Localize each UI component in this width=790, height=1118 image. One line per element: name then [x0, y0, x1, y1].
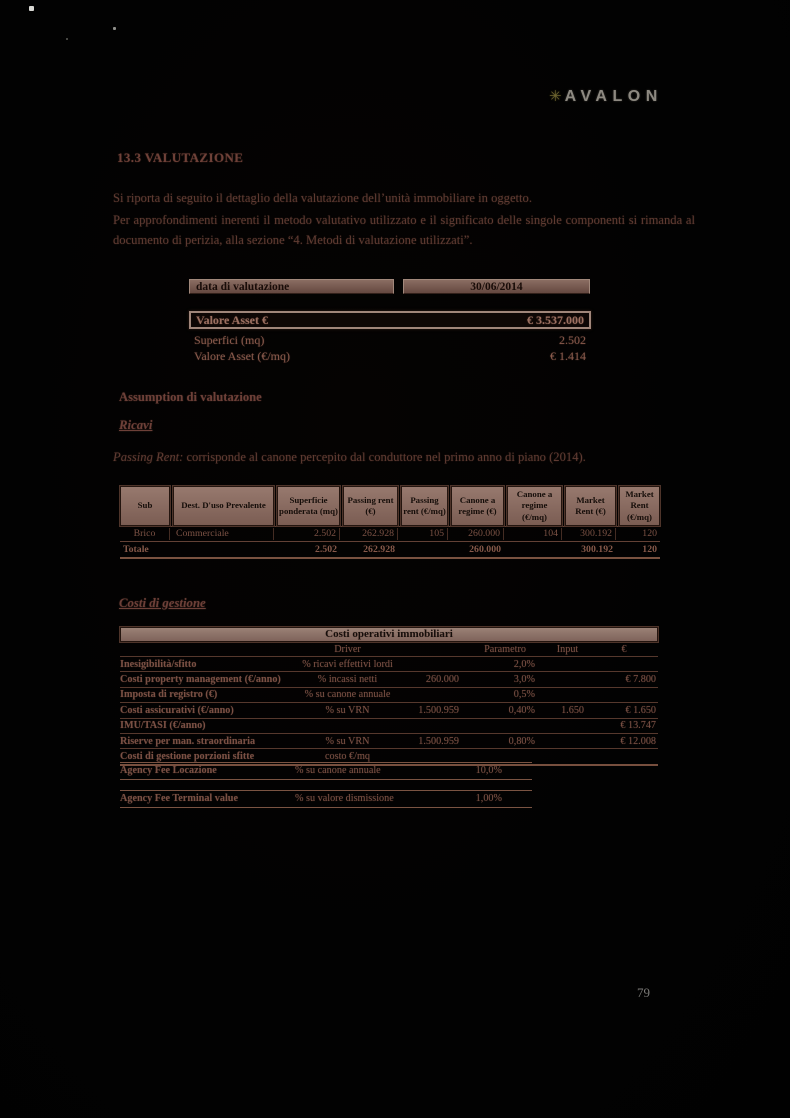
- cost-parametro: 0,40%: [508, 704, 535, 716]
- page-number: 79: [637, 985, 650, 1000]
- cost-base: 1.500.959: [418, 735, 459, 747]
- total-canone-eurmq: [507, 543, 562, 556]
- cell-dest: Commerciale: [173, 528, 274, 540]
- asset-surface-row: [189, 332, 591, 348]
- total-passing-eur: 262.928: [363, 544, 395, 555]
- agency-fee-locazione-row: [120, 762, 532, 780]
- agency-fee-driver: % su canone annuale: [295, 765, 381, 776]
- asset-unit-value-amount: € 1.414: [550, 349, 586, 363]
- cost-base: 260.000: [425, 674, 459, 686]
- agency-fee-parametro: 1,00%: [475, 793, 502, 804]
- cost-driver: % ricavi effettivi lordi: [302, 658, 393, 670]
- passing-rent-lead: Passing Rent:: [113, 450, 184, 464]
- total-passing-eurmq: [401, 543, 448, 556]
- costs-row-assicurativi: [120, 702, 658, 717]
- rent-header-market-eur: Market Rent (€): [565, 486, 616, 526]
- valuation-date-label: data di valutazione: [189, 279, 394, 294]
- costs-heading: Costi di gestione: [119, 596, 206, 610]
- avalon-logo-text: AVALON: [564, 88, 663, 105]
- costs-row-imposta-registro: [120, 687, 658, 702]
- asset-unit-value-row: [189, 348, 591, 364]
- asset-value-table: [189, 311, 591, 364]
- cost-label: Costi assicurativi (€/anno): [120, 704, 234, 716]
- cost-input: 1.650: [561, 704, 584, 716]
- asset-unit-value-label: Valore Asset (€/mq): [194, 349, 290, 363]
- agency-fee-driver: % su valore dismissione: [295, 793, 394, 804]
- scan-artifact-dot: [66, 38, 68, 40]
- cost-label: IMU/TASI (€/anno): [120, 720, 206, 732]
- agency-fee-label: Agency Fee Locazione: [120, 765, 217, 776]
- cell-passing-eurmq: 105: [401, 528, 448, 540]
- costs-header-driver: Driver: [334, 644, 361, 655]
- rent-header-market-eurmq: Market Rent (€/mq): [619, 486, 660, 526]
- rent-header-passing-eurmq: Passing rent (€/mq): [401, 486, 448, 526]
- cell-market-eur: 300.192: [565, 528, 616, 540]
- asset-surface-label: Superfici (mq): [194, 333, 265, 347]
- agency-fee-parametro: 10,0%: [475, 765, 502, 776]
- ricavi-heading: Ricavi: [119, 418, 153, 432]
- costs-row-property-management: [120, 671, 658, 686]
- rent-table: [120, 486, 660, 559]
- rent-header-superficie: Superficie ponderata (mq): [277, 486, 340, 526]
- avalon-logo: [549, 88, 663, 106]
- total-dest: [173, 543, 274, 556]
- cost-label: Inesigibilità/sfitto: [120, 658, 197, 670]
- cost-parametro: 0,80%: [508, 735, 535, 747]
- scan-artifact-dot: [29, 6, 34, 11]
- passing-rent-text: corrisponde al canone percepito dal conduttore nel primo anno di piano (2014).: [183, 450, 586, 464]
- rent-table-row-brico: [120, 526, 660, 542]
- rent-header-canone-eur: Canone a regime (€): [451, 486, 504, 526]
- cost-driver: % su VRN: [325, 735, 370, 747]
- cost-euro: € 12.008: [620, 735, 656, 747]
- cell-passing-eur: 262.928: [343, 528, 398, 540]
- costs-table-header: [120, 643, 658, 656]
- costs-row-inesigibilita: [120, 656, 658, 671]
- rent-header-sub: Sub: [120, 486, 170, 526]
- operating-costs-table: [120, 627, 658, 766]
- cost-driver: costo €/mq: [325, 751, 370, 763]
- cell-superficie: 2.502: [277, 528, 340, 540]
- rent-table-total-row: [120, 542, 660, 559]
- intro-paragraph-1: Si riporta di seguito il dettaglio della valutazione dell’unità immobiliare in oggetto.: [113, 191, 532, 205]
- rent-header-passing-eur: Passing rent (€): [343, 486, 398, 526]
- cell-market-eurmq: 120: [642, 528, 657, 539]
- asset-surface-value: 2.502: [559, 333, 586, 347]
- cost-driver: % su VRN: [325, 704, 370, 716]
- costs-header-input: Input: [556, 644, 579, 655]
- section-title: 13.3 VALUTAZIONE: [117, 150, 244, 165]
- cost-base: 1.500.959: [418, 704, 459, 716]
- valuation-date-value: 30/06/2014: [403, 279, 590, 294]
- costs-header-euro: €: [621, 644, 627, 655]
- passing-rent-note: [113, 447, 695, 467]
- total-canone-eur: 260.000: [469, 544, 501, 555]
- cost-euro: € 1.650: [625, 704, 656, 716]
- cost-parametro: 2,0%: [513, 658, 535, 670]
- scan-artifact-dot: [113, 27, 116, 30]
- asset-value-row: [189, 311, 591, 329]
- valuation-date-table: [189, 279, 590, 294]
- cell-canone-eur: 260.000: [451, 528, 504, 540]
- intro-paragraph-2: Per approfondimenti inerenti il metodo valutativo utilizzato e il significato delle singole componenti si rimanda al documento di perizia, alla sezione “4. Metodi di valutazione utilizzati”.: [113, 213, 695, 248]
- costs-row-riserve: [120, 733, 658, 748]
- cost-parametro: 0,5%: [513, 689, 535, 701]
- agency-fee-terminal-row: [120, 790, 532, 808]
- total-label: Totale: [123, 544, 149, 555]
- cost-label: Imposta di registro (€): [120, 689, 218, 701]
- cell-sub: Brico: [120, 528, 170, 540]
- costs-header-parametro: Parametro: [484, 644, 526, 655]
- total-superficie: 2.502: [314, 544, 337, 555]
- asset-value-amount: € 3.537.000: [527, 313, 584, 327]
- rent-table-header: [120, 486, 660, 526]
- cost-label: Costi property management (€/anno): [120, 674, 281, 686]
- costs-table-title: Costi operativi immobiliari: [120, 627, 658, 642]
- rent-header-canone-eurmq: Canone a regime (€/mq): [507, 486, 562, 526]
- rent-header-dest: Dest. D'uso Prevalente: [173, 486, 274, 526]
- flower-icon: ✳: [549, 88, 562, 105]
- cost-label: Costi di gestione porzioni sfitte: [120, 751, 255, 763]
- total-market-eurmq: 120: [642, 544, 657, 555]
- assumption-heading: Assumption di valutazione: [119, 390, 262, 404]
- cost-label: Riserve per man. straordinaria: [120, 735, 256, 747]
- cost-euro: € 7.800: [625, 674, 656, 686]
- costs-row-imu-tasi: [120, 718, 658, 733]
- cost-parametro: 3,0%: [513, 674, 535, 686]
- agency-fee-label: Agency Fee Terminal value: [120, 793, 238, 804]
- cost-driver: % incassi netti: [317, 674, 378, 686]
- total-market-eur: 300.192: [581, 544, 613, 555]
- cost-euro: € 13.747: [620, 720, 656, 732]
- asset-value-label: Valore Asset €: [196, 313, 268, 327]
- cell-canone-eurmq: 104: [507, 528, 562, 540]
- cost-driver: % su canone annuale: [304, 689, 391, 701]
